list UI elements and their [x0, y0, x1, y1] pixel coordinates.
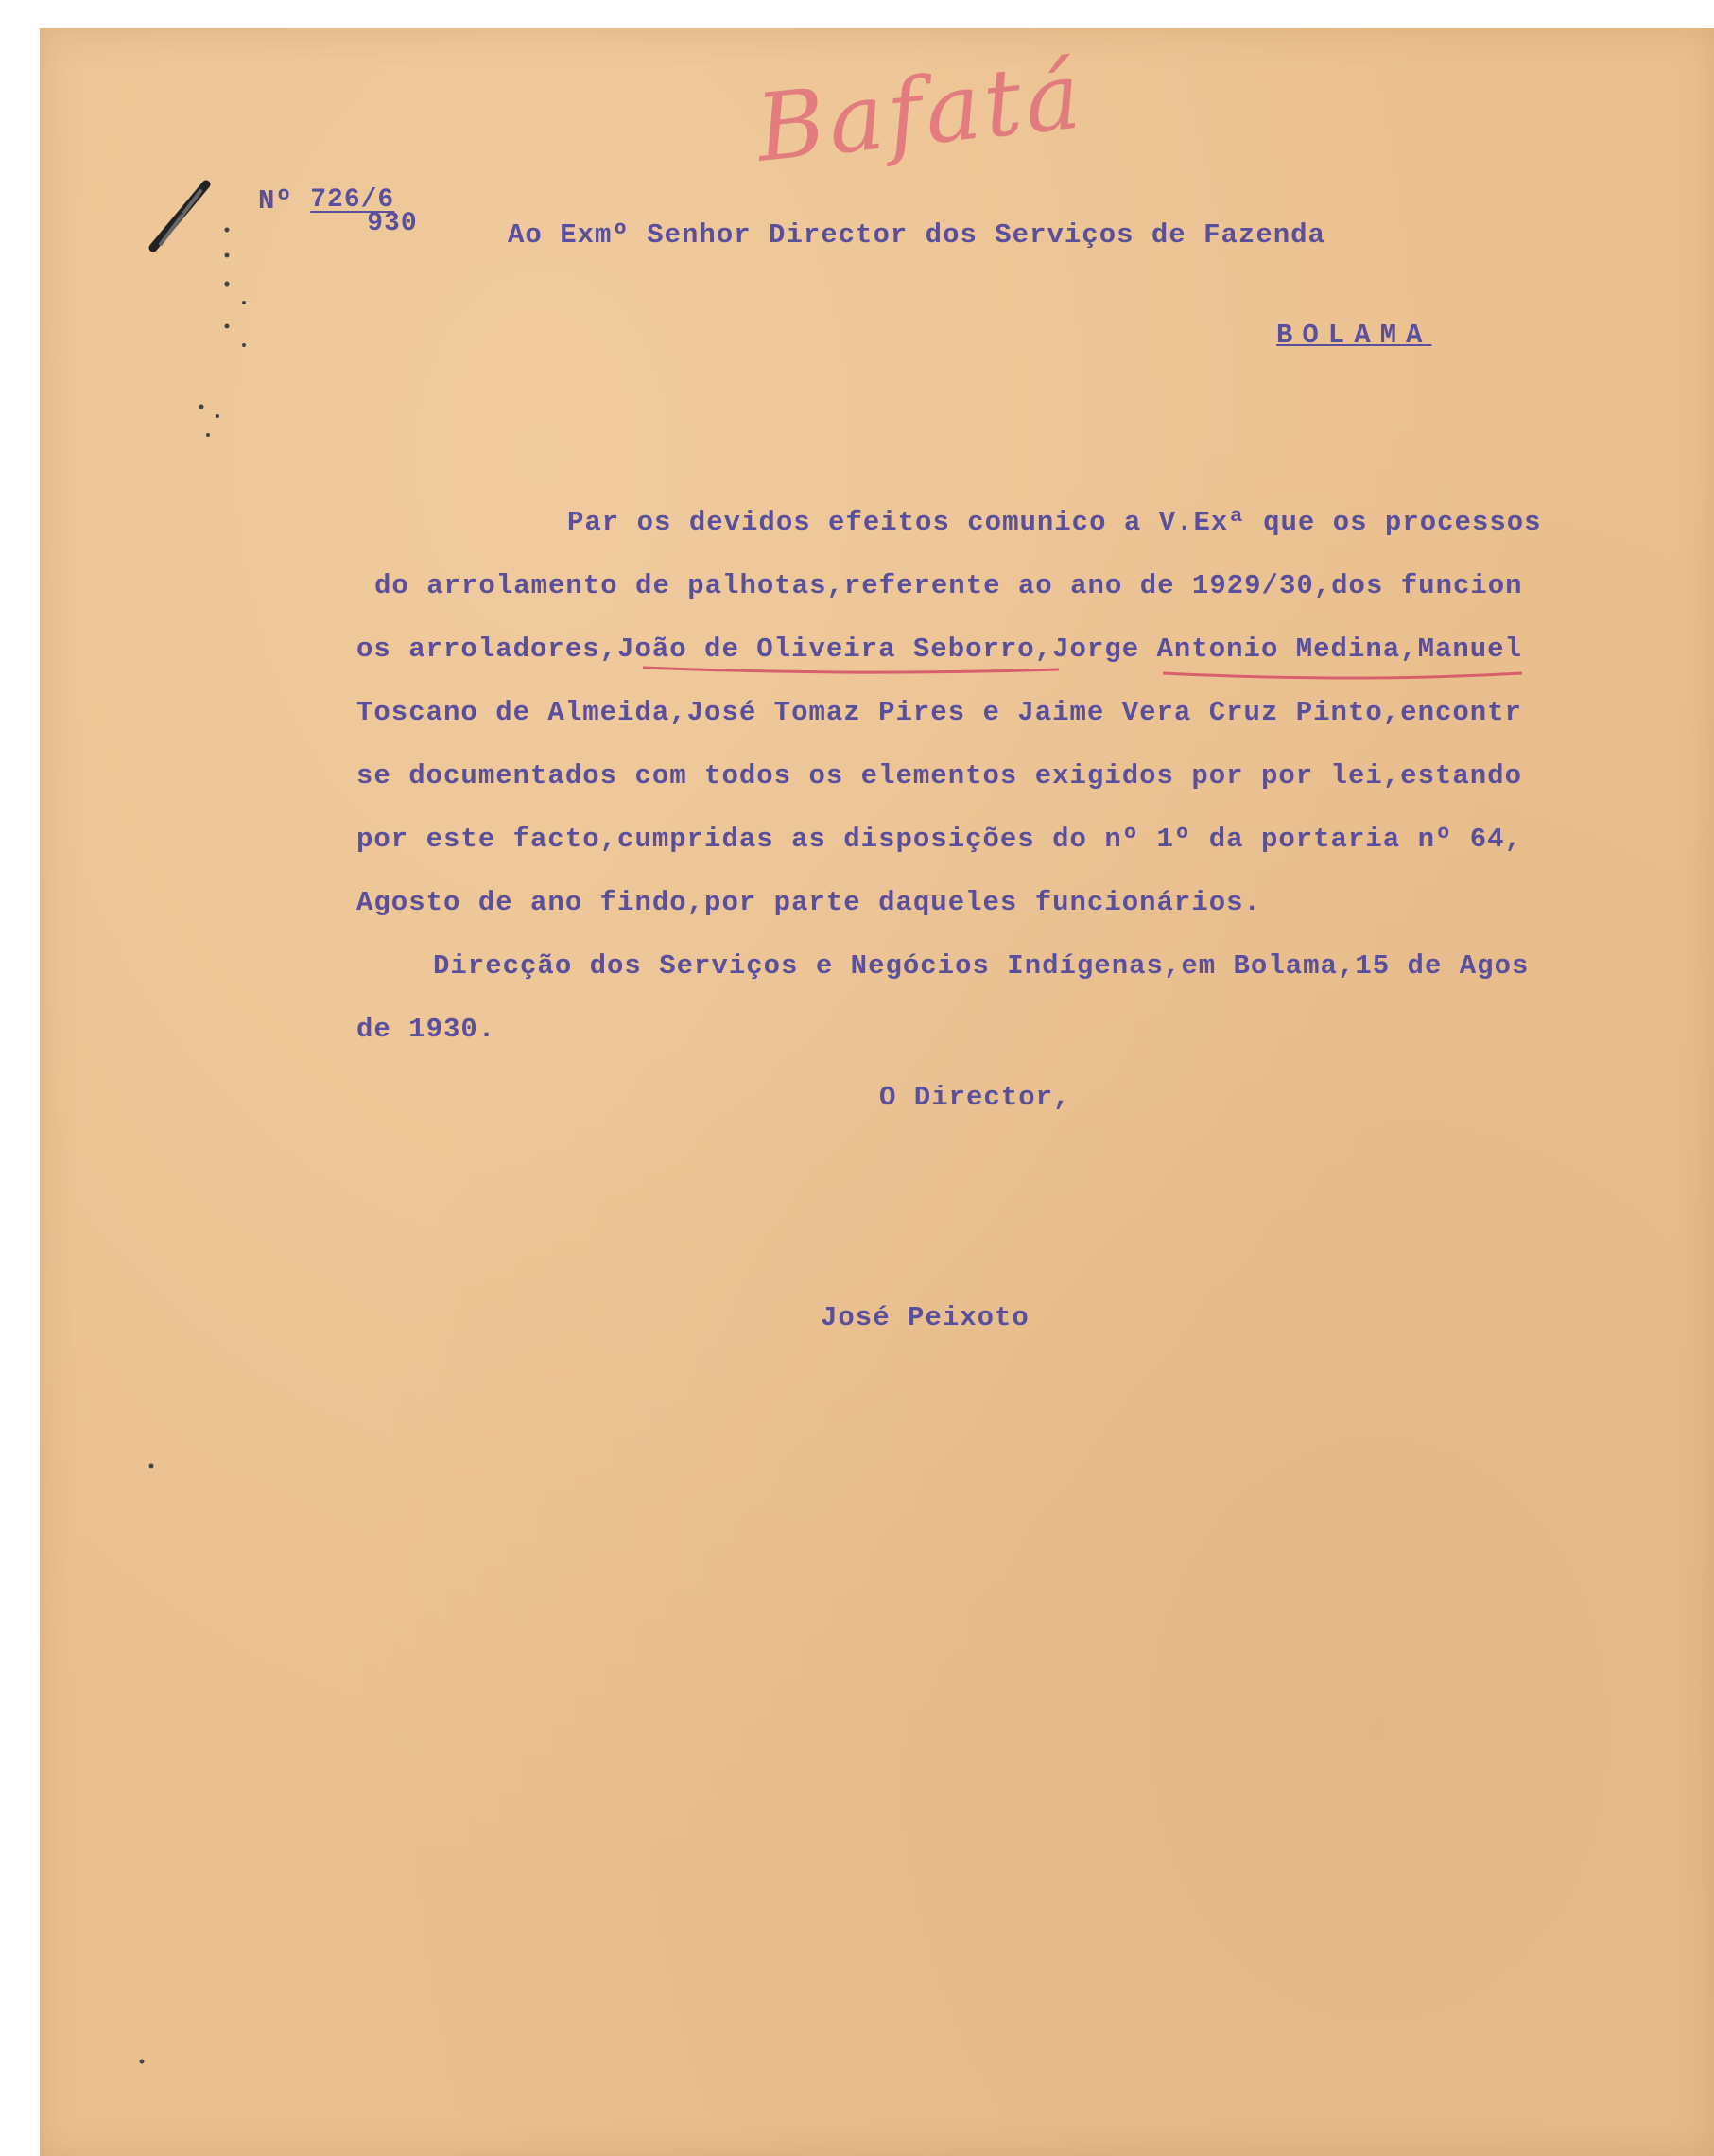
reference-number: Nº $\frac{726/6}{930}$: [258, 185, 418, 238]
body-line: Direcção dos Serviços e Negócios Indígenas,em Bolama,15 de Agos: [433, 950, 1530, 982]
body-line: se documentados com todos os elementos exigidos por por lei,estando: [356, 760, 1522, 791]
reference-year: 930: [367, 209, 418, 238]
body-line: Toscano de Almeida,José Tomaz Pires e Jaime Vera Cruz Pinto,encontr: [356, 697, 1522, 728]
body-line: de 1930.: [356, 1014, 496, 1045]
body-line: Agosto de ano findo,por parte daqueles funcionários.: [356, 887, 1261, 918]
body-line: por este facto,cumpridas as disposições do nº 1º da portaria nº 64,: [356, 824, 1522, 855]
city-heading: BOLAMA: [1276, 320, 1432, 351]
body-line: os arroladores,João de Oliveira Seborro,Jorge Antonio Medina,Manuel: [356, 634, 1522, 665]
document-sheet: [40, 28, 1714, 2156]
body-line: Par os devidos efeitos comunico a V.Exª que os processos: [567, 507, 1542, 538]
closing-title: O Director,: [879, 1082, 1071, 1113]
recipient-line: Ao Exmº Senhor Director dos Serviços de Fazenda: [508, 219, 1325, 251]
reference-number-top: 726/6: [310, 185, 395, 215]
pencil-annotation: Bafatá: [751, 42, 1089, 183]
signer-name: José Peixoto: [821, 1302, 1030, 1333]
body-line: do arrolamento de palhotas,referente ao ano de 1929/30,dos funcion: [374, 570, 1523, 601]
